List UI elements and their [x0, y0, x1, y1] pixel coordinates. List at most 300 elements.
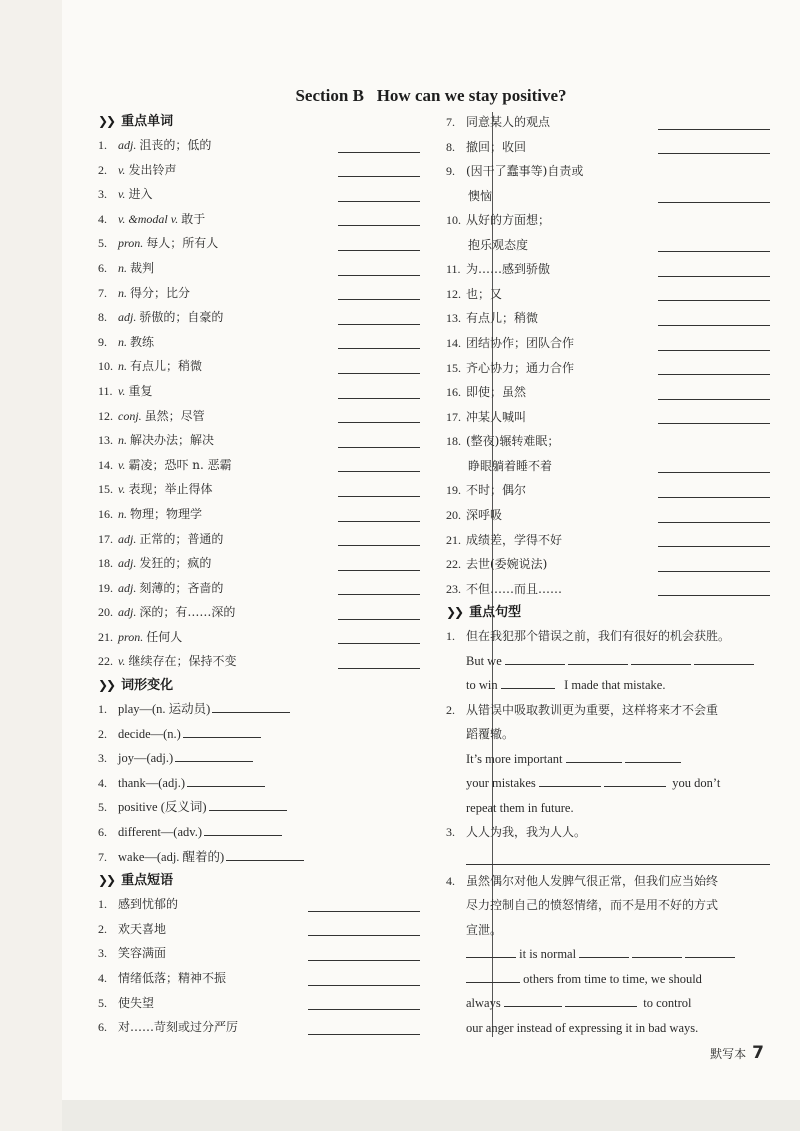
vocab-item	[98, 330, 420, 355]
answer-blank[interactable]	[466, 945, 516, 958]
phrase-item	[446, 577, 770, 602]
answer-blank[interactable]	[226, 848, 304, 861]
answer-blank[interactable]	[658, 497, 770, 498]
item-number: 7.	[98, 285, 107, 300]
answer-blank[interactable]	[338, 324, 420, 325]
answer-blank[interactable]	[568, 652, 628, 665]
phrase-item	[98, 892, 420, 917]
sentence-4	[446, 869, 770, 1041]
part-of-speech: adj.	[118, 580, 137, 595]
vocab-item	[98, 354, 420, 379]
part-of-speech: adj.	[118, 605, 137, 620]
item-text: 也；又	[466, 286, 503, 301]
answer-blank[interactable]	[308, 985, 420, 986]
item-number: 3.	[98, 946, 107, 961]
sentence-1-cn: 但在我犯那个错误之前，我们有很好的机会获胜。	[466, 629, 731, 644]
phrase-item	[446, 208, 770, 257]
wordform-item	[98, 746, 420, 771]
item-number: 7.	[98, 849, 107, 864]
vocab-item	[98, 256, 420, 281]
item-number: 5.	[98, 236, 107, 251]
item-text: 不但……而且……	[466, 581, 563, 596]
answer-blank[interactable]	[338, 225, 420, 226]
vocab-item	[98, 379, 420, 404]
phrase-item	[446, 110, 770, 135]
answer-blank[interactable]	[338, 471, 420, 472]
answer-blank[interactable]	[338, 152, 420, 153]
sentence-4-en-b: others from time to time, we should	[523, 971, 702, 986]
part-of-speech: n.	[118, 260, 127, 275]
item-number: 11.	[98, 383, 113, 398]
answer-blank[interactable]	[308, 1034, 420, 1035]
answer-blank[interactable]	[338, 668, 420, 669]
item-number: 13.	[446, 311, 461, 326]
item-text: 情绪低落；精神不振	[118, 971, 227, 985]
vocab-item	[98, 305, 420, 330]
item-text: 任何人	[146, 629, 183, 644]
item-text: 重复	[128, 383, 153, 398]
item-text: 敢于	[181, 211, 206, 226]
sentence-1-en-c: I made that mistake.	[564, 678, 666, 693]
phrase-item	[446, 257, 770, 282]
answer-blank[interactable]	[694, 652, 754, 665]
page-title: Section B How can we stay positive?	[295, 86, 567, 105]
wordform-item	[98, 697, 420, 722]
item-text-line-2: 睁眼躺着睡不着	[468, 458, 553, 473]
sentence-4-en-a: it is normal	[519, 947, 577, 962]
item-text-line-2: 抱乐观态度	[468, 237, 529, 252]
answer-blank[interactable]	[658, 129, 770, 130]
item-text: 齐心协力；通力合作	[466, 360, 575, 375]
phrase-item	[98, 917, 420, 942]
phrase-item	[446, 356, 770, 381]
sentence-4-cn-c: 宣泄。	[466, 922, 503, 937]
answer-blank[interactable]	[504, 994, 562, 1007]
wordforms-heading-label: 词形变化	[121, 678, 174, 694]
vocab-item	[98, 576, 420, 601]
wordform-item	[98, 820, 420, 845]
answer-blank[interactable]	[658, 153, 770, 154]
answer-blank[interactable]	[338, 275, 420, 276]
item-number: 4.	[98, 971, 107, 985]
item-text: (整夜)辗转难眠；	[466, 434, 560, 449]
answer-blank[interactable]	[604, 774, 666, 787]
answer-blank[interactable]	[466, 970, 520, 983]
part-of-speech: v.	[118, 187, 126, 202]
vocab-item	[98, 477, 420, 502]
sentence-4-en-e: our anger instead of expressing it in bad ways.	[466, 1020, 699, 1035]
item-number: 15.	[98, 482, 113, 497]
item-number: 21.	[446, 532, 461, 547]
answer-blank[interactable]	[338, 176, 420, 177]
sentence-4-cn-a: 虽然偶尔对他人发脾气很正常，但我们应当始终	[466, 873, 719, 888]
answer-blank[interactable]	[308, 935, 420, 936]
item-text: 发出铃声	[128, 162, 177, 177]
answer-blank[interactable]	[658, 423, 770, 424]
left-column	[98, 110, 420, 1040]
item-number: 2.	[98, 726, 107, 741]
answer-blank[interactable]	[308, 960, 420, 961]
phrase-line	[446, 429, 770, 454]
item-number: 22.	[446, 557, 461, 572]
item-text: 表现；举止得体	[128, 482, 213, 497]
item-number: 10.	[446, 213, 461, 228]
answer-blank[interactable]	[466, 864, 770, 865]
phrase-item	[98, 941, 420, 966]
item-number: 8.	[98, 310, 107, 325]
vocab-item	[98, 551, 420, 576]
item-text: different—(adv.)	[118, 825, 202, 840]
phrase-item	[446, 528, 770, 553]
phrase-list-left	[98, 892, 420, 1040]
answer-blank[interactable]	[212, 700, 290, 713]
item-number: 19.	[446, 483, 461, 498]
item-text: 成绩差，学得不好	[466, 532, 563, 547]
answer-blank[interactable]	[631, 652, 691, 665]
item-number: 1.	[98, 138, 107, 152]
answer-blank[interactable]	[308, 1009, 420, 1010]
item-text: 撤回；收回	[466, 139, 527, 154]
part-of-speech: n.	[118, 506, 127, 521]
answer-blank[interactable]	[505, 652, 565, 665]
item-number: 5.	[98, 800, 107, 815]
sentence-2-cn-b: 蹈覆辙。	[466, 727, 515, 742]
item-text: 裁判	[130, 260, 155, 275]
item-text: positive (反义词)	[118, 800, 207, 815]
item-text: 不时；偶尔	[466, 483, 527, 498]
answer-blank[interactable]	[308, 911, 420, 912]
phrase-item	[446, 380, 770, 405]
answer-blank[interactable]	[187, 774, 265, 787]
item-text: 团结协作；团队合作	[466, 335, 575, 350]
part-of-speech: pron.	[118, 629, 144, 644]
part-of-speech: adj.	[118, 310, 137, 325]
vocab-item	[98, 453, 420, 478]
answer-blank[interactable]	[658, 522, 770, 523]
answer-blank[interactable]	[338, 422, 420, 423]
item-number: 6.	[98, 260, 107, 275]
sentence-1-en-b: to win	[466, 678, 498, 693]
vocab-item	[98, 182, 420, 207]
answer-blank[interactable]	[658, 350, 770, 351]
workbook-page	[62, 0, 800, 1100]
section-heading-phrases	[98, 869, 420, 892]
answer-blank[interactable]	[338, 496, 420, 497]
answer-blank[interactable]	[658, 276, 770, 277]
item-text: 去世(委婉说法)	[466, 557, 548, 572]
phrases-heading-label: 重点短语	[121, 873, 174, 889]
item-number: 15.	[446, 360, 461, 375]
answer-blank[interactable]	[183, 725, 261, 738]
answer-blank[interactable]	[658, 325, 770, 326]
part-of-speech: n.	[118, 334, 127, 349]
answer-blank[interactable]	[658, 202, 770, 203]
sentence-number: 1.	[446, 629, 455, 644]
item-text: 解决办法；解决	[130, 433, 215, 448]
item-number: 5.	[98, 995, 107, 1010]
item-text: 教练	[130, 334, 155, 349]
vocab-item	[98, 649, 420, 674]
vocab-item	[98, 207, 420, 232]
item-number: 8.	[446, 139, 455, 154]
page-bottom-margin	[62, 1100, 800, 1131]
item-text: 对……苛刻或过分严厉	[118, 1020, 239, 1035]
item-text: 霸凌；恐吓 n. 恶霸	[128, 457, 232, 472]
item-text: 使失望	[118, 995, 155, 1010]
answer-blank[interactable]	[338, 594, 420, 595]
item-text: decide—(n.)	[118, 726, 181, 741]
part-of-speech: conj.	[118, 408, 142, 423]
part-of-speech: adj.	[118, 531, 137, 546]
answer-blank[interactable]	[175, 749, 253, 762]
item-text: 从好的方面想；	[466, 213, 551, 228]
item-text: 骄傲的；自豪的	[139, 310, 224, 325]
item-text: 虽然；尽管	[144, 408, 205, 423]
item-number: 17.	[446, 409, 461, 424]
answer-blank[interactable]	[658, 251, 770, 252]
answer-blank[interactable]	[566, 750, 622, 763]
part-of-speech: n.	[118, 359, 127, 374]
item-number: 11.	[446, 262, 461, 277]
phrase-item	[98, 1015, 420, 1040]
right-column	[446, 110, 770, 1040]
item-number: 16.	[98, 506, 113, 521]
phrase-item	[446, 552, 770, 577]
item-text: 每人；所有人	[146, 236, 219, 251]
footer-label: 默写本	[710, 1047, 747, 1061]
sentence-2-en-b: your mistakes	[466, 776, 536, 791]
item-text: (因干了蠢事等)自责或	[466, 164, 584, 179]
part-of-speech: v.	[118, 383, 126, 398]
phrase-item	[98, 966, 420, 991]
phrase-item	[446, 159, 770, 208]
answer-blank[interactable]	[338, 447, 420, 448]
answer-blank[interactable]	[338, 521, 420, 522]
item-number: 17.	[98, 531, 113, 546]
item-text: wake—(adj. 醒着的)	[118, 849, 225, 864]
sentence-number: 2.	[446, 702, 455, 717]
item-text-line-2: 懊恼	[468, 188, 493, 203]
answer-blank[interactable]	[338, 201, 420, 202]
item-number: 9.	[446, 164, 455, 179]
answer-blank[interactable]	[579, 945, 629, 958]
item-number: 3.	[98, 751, 107, 766]
item-text: 笑容满面	[118, 946, 167, 961]
item-number: 14.	[446, 335, 461, 350]
vocab-list	[98, 133, 420, 674]
item-text: 进入	[128, 187, 153, 202]
item-text: joy—(adj.)	[118, 751, 174, 766]
vocab-item	[98, 527, 420, 552]
vocab-heading-label: 重点单词	[121, 114, 174, 129]
phrase-item	[446, 478, 770, 503]
answer-blank[interactable]	[338, 545, 420, 546]
item-text: 深呼吸	[466, 507, 503, 522]
item-text: 为……感到骄傲	[466, 262, 551, 277]
answer-blank[interactable]	[209, 798, 287, 811]
vocab-item	[98, 428, 420, 453]
part-of-speech: v.	[118, 162, 126, 177]
answer-blank[interactable]	[204, 823, 282, 836]
item-number: 16.	[446, 385, 461, 400]
part-of-speech: pron.	[118, 236, 144, 251]
item-text: 刻薄的；吝啬的	[139, 580, 224, 595]
vocab-item	[98, 158, 420, 183]
wordform-list	[98, 697, 420, 869]
item-number: 7.	[446, 115, 455, 129]
item-number: 23.	[446, 581, 461, 596]
item-text: 冲某人喊叫	[466, 409, 527, 424]
answer-blank[interactable]	[658, 595, 770, 596]
sentence-4-en-d: to control	[643, 996, 692, 1011]
item-number: 20.	[446, 507, 461, 522]
part-of-speech: n.	[118, 433, 127, 448]
sentence-2-cn-a: 从错误中吸取教训更为重要，这样将来才不会重	[466, 702, 719, 717]
item-number: 10.	[98, 359, 113, 374]
phrase-line	[446, 159, 770, 184]
item-number: 18.	[98, 556, 113, 571]
item-text: play—(n. 运动员)	[118, 702, 211, 717]
vocab-item	[98, 231, 420, 256]
part-of-speech: adj.	[118, 138, 137, 152]
answer-blank[interactable]	[338, 373, 420, 374]
item-text: 即使；虽然	[466, 385, 527, 400]
sentence-number: 4.	[446, 873, 455, 888]
answer-blank[interactable]	[338, 570, 420, 571]
item-number: 1.	[98, 702, 107, 717]
sentence-2-en-c: you don’t	[672, 776, 721, 791]
item-text: 感到忧郁的	[118, 897, 179, 912]
item-number: 6.	[98, 825, 107, 840]
sentence-4-en-c: always	[466, 996, 501, 1011]
item-number: 2.	[98, 921, 107, 936]
answer-blank[interactable]	[632, 945, 682, 958]
item-number: 6.	[98, 1020, 107, 1035]
item-text: 欢天喜地	[118, 921, 167, 936]
answer-blank[interactable]	[685, 945, 735, 958]
item-number: 13.	[98, 433, 113, 448]
item-number: 21.	[98, 629, 113, 644]
item-number: 19.	[98, 580, 113, 595]
phrase-item	[446, 135, 770, 160]
vocab-item	[98, 625, 420, 650]
phrase-item	[446, 429, 770, 478]
item-text: 有点儿；稍微	[466, 311, 539, 326]
sentence-1	[446, 624, 770, 698]
item-number: 12.	[98, 408, 113, 423]
answer-blank[interactable]	[625, 750, 681, 763]
answer-blank[interactable]	[565, 994, 637, 1007]
phrase-item	[446, 405, 770, 430]
sentence-3-cn: 人人为我，我为人人。	[466, 825, 587, 840]
sentence-2	[446, 698, 770, 821]
wordform-item	[98, 771, 420, 796]
vocab-item	[98, 502, 420, 527]
item-text: 深的；有……深的	[139, 605, 236, 620]
item-number: 14.	[98, 457, 113, 472]
answer-blank[interactable]	[338, 299, 420, 300]
phrase-item	[446, 503, 770, 528]
sentence-1-en-a: But we	[466, 653, 502, 668]
answer-blank[interactable]	[338, 398, 420, 399]
item-number: 20.	[98, 605, 113, 620]
answer-blank[interactable]	[658, 546, 770, 547]
part-of-speech: v. &modal v.	[118, 211, 179, 226]
answer-blank[interactable]	[338, 348, 420, 349]
chevron-right-icon: ❯❯	[98, 873, 115, 888]
item-text: 继续存在；保持不变	[128, 654, 237, 669]
vocab-item	[98, 281, 420, 306]
chevron-right-icon: ❯❯	[446, 605, 463, 620]
item-text: 物理；物理学	[130, 506, 203, 521]
part-of-speech: adj.	[118, 556, 137, 571]
phrase-line	[446, 208, 770, 233]
answer-blank[interactable]	[338, 250, 420, 251]
phrase-item	[98, 991, 420, 1016]
sentence-4-cn-b: 尽力控制自己的愤怒情绪，而不是用不好的方式	[466, 898, 719, 913]
item-text: 沮丧的；低的	[139, 138, 212, 152]
answer-blank[interactable]	[539, 774, 601, 787]
sentences-heading-label: 重点句型	[469, 605, 522, 621]
item-number: 12.	[446, 286, 461, 301]
answer-blank[interactable]	[658, 399, 770, 400]
part-of-speech: n.	[118, 285, 127, 300]
section-heading-wordforms	[98, 674, 420, 697]
phrase-list-right	[446, 110, 770, 601]
item-text: 有点儿；稍微	[130, 359, 203, 374]
page-footer	[710, 1043, 764, 1063]
vocab-item	[98, 404, 420, 429]
chevron-right-icon: ❯❯	[98, 678, 115, 693]
item-text: 同意某人的观点	[466, 115, 551, 129]
phrase-item	[446, 282, 770, 307]
answer-blank[interactable]	[658, 571, 770, 572]
phrase-item	[446, 306, 770, 331]
item-number: 2.	[98, 162, 107, 177]
page-number: 7	[752, 1043, 764, 1063]
item-number: 18.	[446, 434, 461, 449]
answer-blank[interactable]	[338, 643, 420, 644]
vocab-item	[98, 133, 420, 158]
answer-blank[interactable]	[658, 300, 770, 301]
item-number: 9.	[98, 334, 107, 349]
sentence-2-en-d: repeat them in future.	[466, 800, 574, 815]
answer-blank[interactable]	[501, 676, 555, 689]
section-heading-sentences	[446, 601, 770, 624]
sentence-2-en-a: It’s more important	[466, 751, 563, 766]
part-of-speech: v.	[118, 482, 126, 497]
item-number: 1.	[98, 897, 107, 912]
answer-blank[interactable]	[658, 472, 770, 473]
sentence-number: 3.	[446, 825, 455, 840]
vocab-item	[98, 600, 420, 625]
item-text: 发狂的；疯的	[139, 556, 212, 571]
item-text: 得分；比分	[130, 285, 191, 300]
chevron-right-icon: ❯❯	[98, 114, 115, 128]
section-heading-vocab	[98, 110, 420, 133]
item-number: 4.	[98, 211, 107, 226]
phrase-item	[446, 331, 770, 356]
wordform-item	[98, 795, 420, 820]
answer-blank[interactable]	[338, 619, 420, 620]
item-number: 4.	[98, 775, 107, 790]
answer-blank[interactable]	[658, 374, 770, 375]
wordform-item	[98, 722, 420, 747]
part-of-speech: v.	[118, 457, 126, 472]
sentence-3	[446, 820, 770, 869]
part-of-speech: v.	[118, 654, 126, 669]
item-number: 22.	[98, 654, 113, 669]
